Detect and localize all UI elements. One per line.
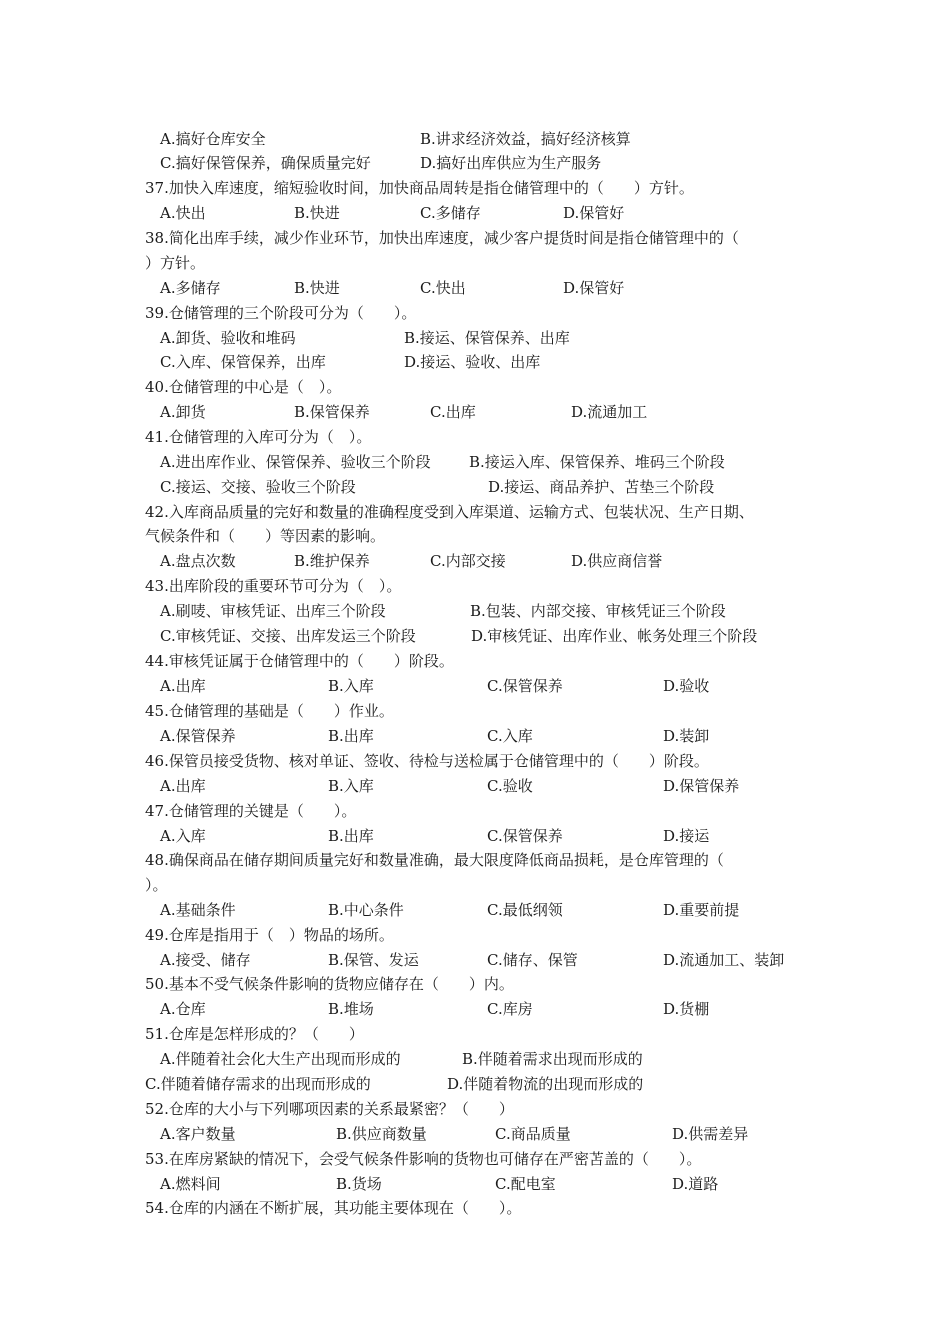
option-text: C.储存、保管 xyxy=(487,951,578,969)
option-text: B.入库 xyxy=(328,777,374,795)
option-text: D.保管保养 xyxy=(663,777,740,795)
option-text: C.内部交接 xyxy=(430,552,506,570)
option-text: C.接运、交接、验收三个阶段 xyxy=(160,478,356,496)
option-text: C.快出 xyxy=(420,279,466,297)
question-line xyxy=(0,1196,950,1220)
option-text: B.保管、发运 xyxy=(328,951,419,969)
question-line xyxy=(0,1097,950,1121)
question-line xyxy=(0,301,950,325)
option-text: D.流通加工 xyxy=(571,403,648,421)
option-text: C.商品质量 xyxy=(495,1125,571,1143)
option-text: A.搞好仓库安全 xyxy=(160,130,266,148)
option-row xyxy=(0,724,950,748)
option-row xyxy=(0,1047,950,1071)
option-text: D.装卸 xyxy=(663,727,710,745)
question-text: 41.仓储管理的入库可分为（ ）。 xyxy=(145,428,372,446)
option-text: C.入库、保管保养，出库 xyxy=(160,353,326,371)
question-line xyxy=(0,375,950,399)
option-text: B.堆场 xyxy=(328,1000,374,1018)
option-text: C.验收 xyxy=(487,777,533,795)
option-text: A.客户数量 xyxy=(160,1125,236,1143)
question-text: 51.仓库是怎样形成的？（ ） xyxy=(145,1025,364,1043)
option-text: B.包装、内部交接、审核凭证三个阶段 xyxy=(470,602,726,620)
option-text: D.接运、商品养护、苫垫三个阶段 xyxy=(488,478,715,496)
option-text: A.进出库作业、保管保养、验收三个阶段 xyxy=(160,453,431,471)
option-row xyxy=(0,674,950,698)
question-line xyxy=(0,1147,950,1171)
option-text: B.讲求经济效益，搞好经济核算 xyxy=(420,130,631,148)
option-text: D.流通加工、装卸 xyxy=(663,951,785,969)
option-row xyxy=(0,898,950,922)
option-text: B.供应商数量 xyxy=(336,1125,427,1143)
option-text: D.接运 xyxy=(663,827,710,845)
question-line xyxy=(0,251,950,275)
option-row xyxy=(0,326,950,350)
question-line xyxy=(0,500,950,524)
option-row xyxy=(0,276,950,300)
option-text: A.伴随着社会化大生产出现而形成的 xyxy=(160,1050,401,1068)
question-text: ）。 xyxy=(145,876,168,894)
question-line xyxy=(0,574,950,598)
option-text: A.出库 xyxy=(160,677,206,695)
option-text: A.出库 xyxy=(160,777,206,795)
question-text: 47.仓储管理的关键是（ ）。 xyxy=(145,802,357,820)
option-text: C.入库 xyxy=(487,727,533,745)
option-text: C.配电室 xyxy=(495,1175,556,1193)
option-text: B.快进 xyxy=(294,204,340,222)
option-text: A.卸货、验收和堆码 xyxy=(160,329,296,347)
option-row xyxy=(0,151,950,175)
option-text: A.快出 xyxy=(160,204,206,222)
option-text: D.货棚 xyxy=(663,1000,710,1018)
option-text: A.燃料间 xyxy=(160,1175,221,1193)
option-row xyxy=(0,1072,950,1096)
question-text: 54.仓库的内涵在不断扩展，其功能主要体现在（ ）。 xyxy=(145,1199,522,1217)
option-text: D.保管好 xyxy=(563,204,625,222)
option-text: D.伴随着物流的出现而形成的 xyxy=(447,1075,644,1093)
question-line xyxy=(0,425,950,449)
question-text: 45.仓储管理的基础是（ ）作业。 xyxy=(145,702,394,720)
question-text: ）方针。 xyxy=(145,254,206,272)
question-text: 50.基本不受气候条件影响的货物应储存在（ ）内。 xyxy=(145,975,514,993)
question-line xyxy=(0,176,950,200)
question-line xyxy=(0,848,950,872)
question-text: 52.仓库的大小与下列哪项因素的关系最紧密？（ ） xyxy=(145,1100,514,1118)
option-text: D.搞好出库供应为生产服务 xyxy=(420,154,602,172)
question-text: 46.保管员接受货物、核对单证、签收、待检与送检属于仓储管理中的（ ）阶段。 xyxy=(145,752,709,770)
question-line xyxy=(0,923,950,947)
option-text: A.基础条件 xyxy=(160,901,236,919)
option-text: D.保管好 xyxy=(563,279,625,297)
question-text: 气候条件和（ ）等因素的影响。 xyxy=(145,527,386,545)
question-line xyxy=(0,972,950,996)
question-line xyxy=(0,649,950,673)
option-text: B.出库 xyxy=(328,827,374,845)
question-line xyxy=(0,1022,950,1046)
question-text: 48.确保商品在储存期间质量完好和数量准确，最大限度降低商品损耗，是仓库管理的（ xyxy=(145,851,724,869)
option-text: C.多储存 xyxy=(420,204,481,222)
question-line xyxy=(0,699,950,723)
option-row xyxy=(0,450,950,474)
option-row xyxy=(0,599,950,623)
option-text: B.伴随着需求出现而形成的 xyxy=(462,1050,643,1068)
option-row xyxy=(0,127,950,151)
option-text: B.出库 xyxy=(328,727,374,745)
option-text: A.仓库 xyxy=(160,1000,206,1018)
option-text: A.盘点次数 xyxy=(160,552,236,570)
option-text: B.接运入库、保管保养、堆码三个阶段 xyxy=(469,453,725,471)
option-text: C.最低纲领 xyxy=(487,901,563,919)
option-text: D.供应商信誉 xyxy=(571,552,663,570)
option-text: C.伴随着储存需求的出现而形成的 xyxy=(145,1075,371,1093)
option-text: A.保管保养 xyxy=(160,727,236,745)
option-text: B.货场 xyxy=(336,1175,382,1193)
option-text: C.搞好保管保养，确保质量完好 xyxy=(160,154,371,172)
question-text: 43.出库阶段的重要环节可分为（ ）。 xyxy=(145,577,402,595)
option-text: B.中心条件 xyxy=(328,901,404,919)
option-row xyxy=(0,475,950,499)
option-row xyxy=(0,624,950,648)
option-text: C.库房 xyxy=(487,1000,533,1018)
option-row xyxy=(0,549,950,573)
option-row xyxy=(0,400,950,424)
question-line xyxy=(0,749,950,773)
option-text: A.刷唛、审核凭证、出库三个阶段 xyxy=(160,602,386,620)
question-text: 42.入库商品质量的完好和数量的准确程度受到入库渠道、运输方式、包装状况、生产日期、 xyxy=(145,503,754,521)
option-row xyxy=(0,948,950,972)
option-text: B.入库 xyxy=(328,677,374,695)
option-text: C.审核凭证、交接、出库发运三个阶段 xyxy=(160,627,416,645)
question-line xyxy=(0,226,950,250)
option-row xyxy=(0,201,950,225)
question-line xyxy=(0,799,950,823)
option-row xyxy=(0,824,950,848)
question-text: 44.审核凭证属于仓储管理中的（ ）阶段。 xyxy=(145,652,454,670)
option-row xyxy=(0,997,950,1021)
question-text: 49.仓库是指用于（ ）物品的场所。 xyxy=(145,926,394,944)
question-line xyxy=(0,524,950,548)
option-text: A.入库 xyxy=(160,827,206,845)
option-text: B.保管保养 xyxy=(294,403,370,421)
option-text: D.重要前提 xyxy=(663,901,740,919)
option-text: B.维护保养 xyxy=(294,552,370,570)
option-text: D.接运、验收、出库 xyxy=(404,353,541,371)
option-row xyxy=(0,1122,950,1146)
option-text: D.审核凭证、出库作业、帐务处理三个阶段 xyxy=(471,627,758,645)
option-text: C.出库 xyxy=(430,403,476,421)
option-text: D.验收 xyxy=(663,677,710,695)
option-text: A.卸货 xyxy=(160,403,206,421)
option-text: A.接受、储存 xyxy=(160,951,251,969)
question-text: 53.在库房紧缺的情况下，会受气候条件影响的货物也可储存在严密苫盖的（ ）。 xyxy=(145,1150,702,1168)
option-row xyxy=(0,1172,950,1196)
question-text: 37.加快入库速度，缩短验收时间，加快商品周转是指仓储管理中的（ ）方针。 xyxy=(145,179,694,197)
option-text: C.保管保养 xyxy=(487,827,563,845)
option-text: D.供需差异 xyxy=(672,1125,749,1143)
question-text: 39.仓储管理的三个阶段可分为（ ）。 xyxy=(145,304,417,322)
option-text: B.快进 xyxy=(294,279,340,297)
option-row xyxy=(0,774,950,798)
option-text: A.多储存 xyxy=(160,279,221,297)
option-text: B.接运、保管保养、出库 xyxy=(404,329,570,347)
question-line xyxy=(0,873,950,897)
option-text: C.保管保养 xyxy=(487,677,563,695)
option-text: D.道路 xyxy=(672,1175,719,1193)
question-text: 40.仓储管理的中心是（ ）。 xyxy=(145,378,342,396)
question-text: 38.简化出库手续，减少作业环节，加快出库速度，减少客户提货时间是指仓储管理中的（ xyxy=(145,229,739,247)
option-row xyxy=(0,350,950,374)
